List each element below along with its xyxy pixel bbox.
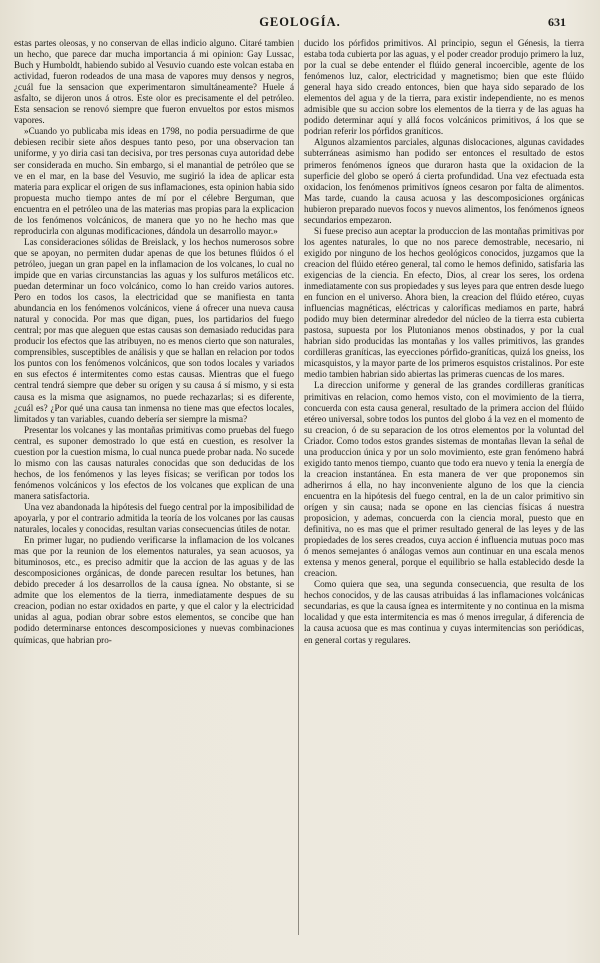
paragraph: Presentar los volcanes y las montañas primitivas como pruebas del fuego central, es suponer demostrado lo que está en cuestion, es resolver la cuestion por la cuestion misma, lo cual nunca puede probar nada. No sucede lo mismo con las causas naturales conocidas que son deducidas de los hechos, de los fenómenos y las leyes físicas; se verifican por todos los fenómenos volcánicos y los efectos de los volcanes que explican de una manera satisfactoria.: [14, 424, 294, 501]
right-column: [304, 38, 584, 941]
paragraph: Como quiera que sea, una segunda consecuencia, que resulta de los hechos conocidos, y de las causas atribuidas á las inflamaciones volcánicas secundarias, es que la causa ígnea es intermitente y no continua en la misma localidad y que esta intermitencia es mas ó menos irregular, á diferencia de la causa acuosa que es mas continua y cuyas intermitencias son periódicas, en general cortas y regulares.: [304, 579, 584, 645]
paragraph: Si fuese preciso aun aceptar la produccion de las montañas primitivas por los agentes naturales, lo que no nos parece demostrable, necesario, ni exigido por ninguno de los hechos geológicos conocidos, juzgamos que la creacion del flúido etéreo general, tal como le hemos definido, satisfaria las exigencias de la ciencia. En efecto, Dios, al crear los seres, los ordena inmediatamente con sus propiedades y sus leyes para que entren desde luego en funcion en el universo. Ahora bien, la creacion del flúido etéreo, cuyas influencias magnéticas, eléctricas y caloríficas mediamos en parte, habrá podido muy bien determinar alrededor del núcleo de la tierra esta cubierta pastosa, supuesta por los Plutonianos menos obstinados, y por la cual habrian sido producidas las montañas y los valles primitivos, las grandes cordilleras graníticas, las eyecciones pórfido-graníticas, quizá los gneiss, los micasquistos, y la mayor parte de los primeros esquistos cristalinos. Por este medio tambien habrian sido abiertas las primeras cuencas de los mares.: [304, 225, 584, 380]
paragraph: ducido los pórfidos primitivos. Al principio, segun el Génesis, la tierra estaba toda cubierta por las aguas, y el poder creador produjo primero la luz, por la cual se debe entender el flúido general incoercible, agente de los fenómenos luz, calor, electricidad y magnetismo; bien que este flúido general haya sido creado entonces, bien que haya sido separado de los elementos del agua y de la tierra, para existir independiente, no es menos admisible que su accion sobre los elementos de la tierra y de las aguas ha podido determinar aquí y allá focos volcánicos primitivos, á los que se podrian referir los pórfidos graníticos.: [304, 38, 584, 137]
paragraph: Una vez abandonada la hipótesis del fuego central por la imposibilidad de apoyarla, y por el contrario admitida la teoría de los volcanes por las causas naturales, locales y conocidas, resultan varias consecuencias útiles de notar.: [14, 501, 294, 535]
paragraph: La direccion uniforme y general de las grandes cordilleras graníticas primitivas en relacion, como hemos visto, con el movimiento de la tierra, concuerda con esta causa general, resultado de la primera accion del flúido etéreo universal, sobre todos los puntos del globo á la vez en el momento de su creacion, ó de su separacion de los otros elementos por la voluntad del Criador. Como todos estos grandes sistemas de montañas llevan la señal de una produccion única y por un solo movimiento, este gran fenómeno habrá exigido tanto menos tiempo, cuanto que todo era nuevo y tenia la energía de la creacion instantánea. En esta manera de ver que proponemos sin adherirnos á ella, no hay inconveniente alguno de los que la ciencia encuentra en la hipótesis del fuego central, en la de un calor primitivo sin orígen y sin causa; nada se opone en las ciencias físicas á nuestra proposicion, y ademas, concuerda con la ciencia moral, puesto que en definitiva, no es mas que el primer resultado general de las leyes y de las propiedades de los seres creados, cuya accion é influencia mutuas poco mas ó menos semejantes ó análogas vemos aun continuar en una escala menos extensa y menos general, porque el equilibrio se halla establecido desde la creacion.: [304, 380, 584, 579]
left-column: [14, 38, 294, 941]
paragraph: Algunos alzamientos parciales, algunas dislocaciones, algunas cavidades subterráneas asimismo han podido ser entonces el resultado de estos primeros fenómenos ígneos que duraron hasta que la oxidacion de la superficie del globo se operó á cierta profundidad. Una vez efectuada esta oxidacion, los fenómenos primitivos ígneos cesaron por falta de alimentos. Mas tarde, cuando la causa acuosa y las descomposiciones orgánicas hubieron preparado nuevos focos y nuevos alimentos, los fenómenos ígneos secundarios empezaron.: [304, 137, 584, 225]
paragraph: En primer lugar, no pudiendo verificarse la inflamacion de los volcanes mas que por la reunion de los elementos naturales, ya sean acuosos, ya bituminosos, etc., es preciso admitir que la accion de las aguas y de las descomposiciones orgánicas, de donde parecen resultar los betunes, han debido preceder á los desarrollos de la causa ígnea. No obstante, si se admite que los elementos de la tierra, inmediatamente despues de su creacion, podian no estar oxidados en parte, y que el calor y la electricidad unidas al agua, podian obrar sobre estos elementos, se concibe que han podido determinarse entonces descomposiciones y nuevas combinaciones químicas, que habrian pro-: [14, 535, 294, 645]
page-number: 631: [548, 15, 566, 29]
paragraph: »Cuando yo publicaba mis ideas en 1798, no podia persuadirme de que debiesen recibir siete años despues tanto peso, por una observacion tan uniforme, y yo diria casi tan decisiva, por tres personas cuya autoridad debe ser considerada en mucho. Sin embargo, si el manantial de petróleo que se ve en el mar, en la base del Vesuvio, me sugirió la idea de aplicar esta materia para explicar el origen de sus inflamaciones, esta opinion habia sido propuesta mucho tiempo antes de mí por el célebre Berguman, que encuentra en el petróleo una de las materias mas propias para la explicacion de los fenómenos volcánicos, de manera que yo no he hecho mas que reproducirla con algunas modificaciones, dándola un desarrollo mayor.»: [14, 126, 294, 236]
running-header-title: GEOLOGÍA.: [259, 15, 341, 29]
paragraph: Las consideraciones sólidas de Breislack, y los hechos numerosos sobre que se apoyan, no permiten dudar apenas de que los betunes flúidos ó el petróleo, juegan un gran papel en la inflamacion de los volcanes, lo cual no impide que en varias circunstancias las aguas y los sulfuros metálicos etc. puedan determinar un foco volcánico, como lo han creido varios autores. Pero en todos los casos, la electricidad que se manifiesta en tanta abundancia en los fenómenos volcánicos, viene á ofrecer una nueva causa natural y conocida. Por mas que digan, pues, los partidarios del fuego central; por mas que aleguen que estas causas son demasiado reducidas para producir los efectos que las atribuyen, no es menos cierto que son naturales, comprensibles, susceptibles de análisis y que se hallan en relacion por todos los puntos con los fenómenos volcánicos, que son todos locales y variados en sus efectos é intermitentes como estas causas. Mientras que el fuego central tendrá siempre que deber su orígen y su causa á sí mismo, y si esta causa es la misma que asignamos, no puede rechazarlas; si es diferente, ¿cuál es? ¿Por qué una causa tan inmensa no tiene mas que efectos locales, limitados y tan variables, cuando debería ser siempre la misma?: [14, 236, 294, 424]
paragraph: estas partes oleosas, y no conservan de ellas indicio alguno. Citaré tambien un hecho, que parece dar mucha importancia á mi opinion: Gay Lussac, Buch y Humboldt, habiendo subido al Vesuvio cuando este volcan estaba en actividad, fueron rodeados de una masa de vapores muy densos y negros, ¿cuál fue la sensacion que experimentaron simultáneamente? Huele á asfalto, se dijeron unos á otros. Este olor es precisamente el del petróleo. Esta sensacion se renovó siempre que fueron envueltos por estos mismos vapores.: [14, 38, 294, 126]
text-columns: [14, 38, 584, 941]
